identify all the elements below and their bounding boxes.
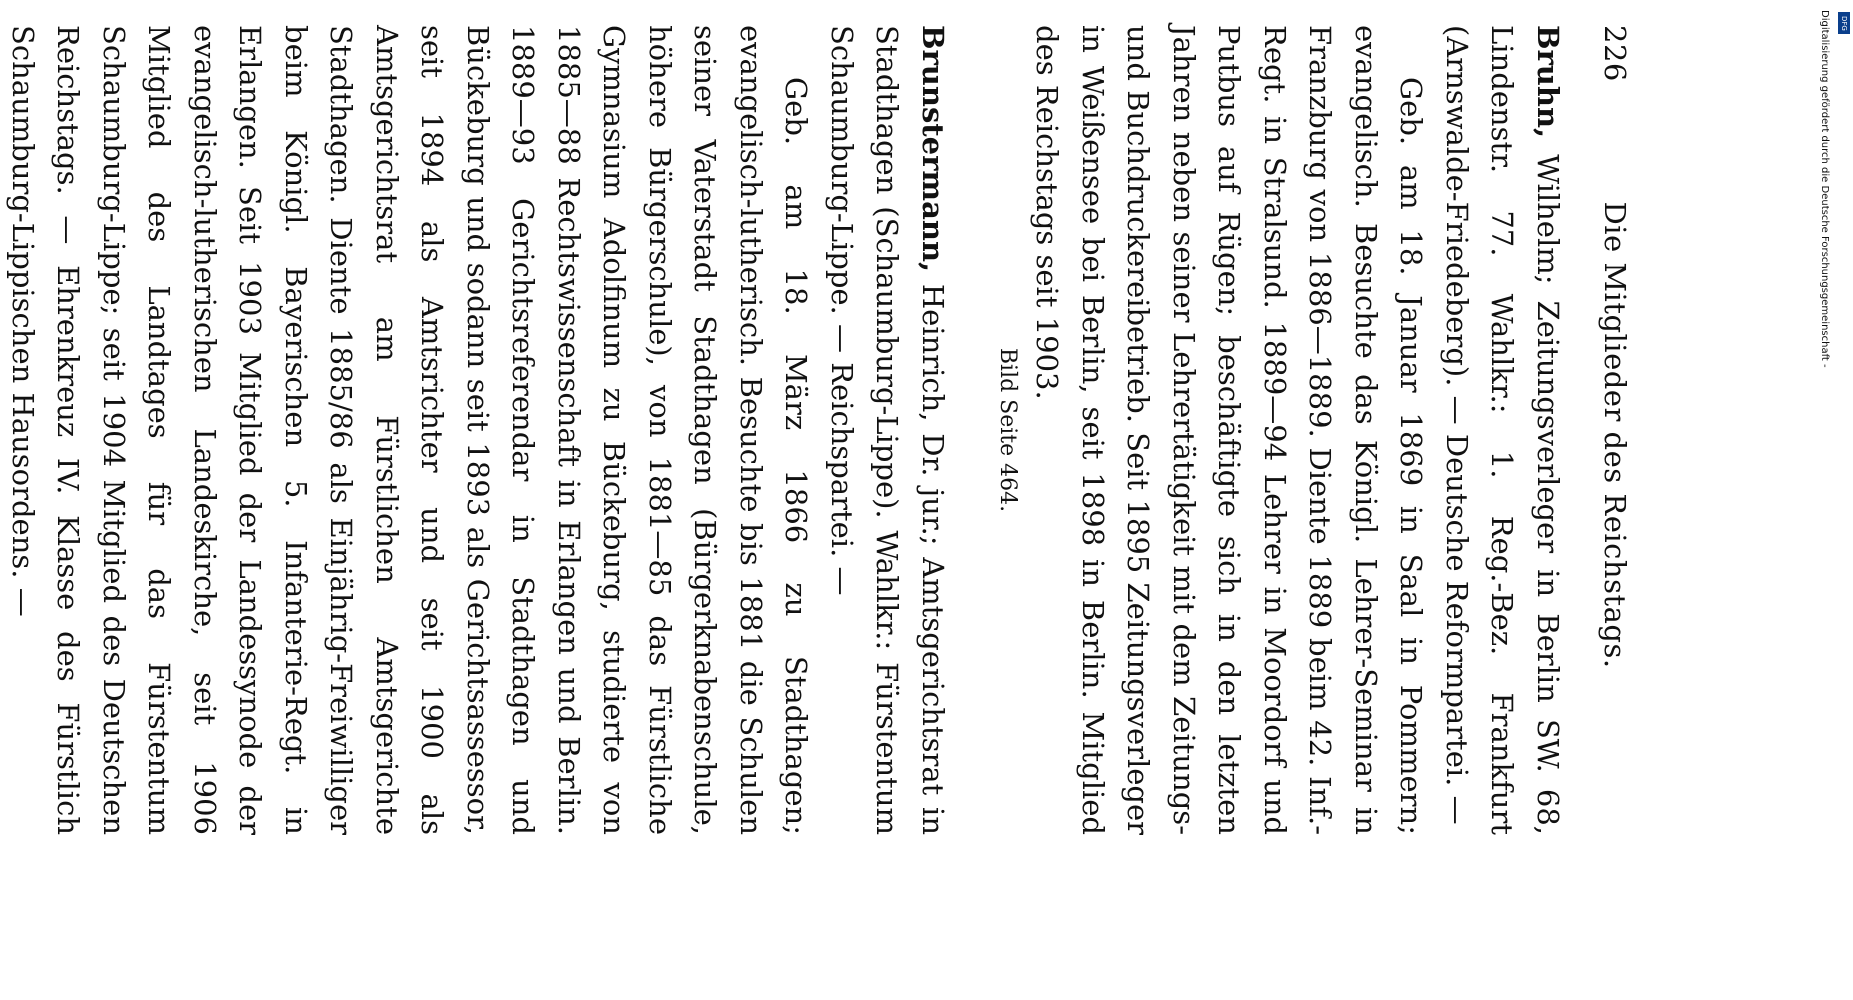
dfg-logo: DFG	[1838, 12, 1850, 34]
entry-brunstermann	[0, 25, 955, 845]
entry-name: Brunstermann,	[916, 25, 950, 273]
entry-bruhn	[995, 25, 1570, 845]
picture-reference: Bild Seite 464.	[995, 347, 1020, 513]
page-header	[1570, 25, 1640, 845]
entry-name: Bruhn,	[1531, 25, 1565, 139]
rotated-text-frame	[6, 25, 1640, 845]
entry-intro	[819, 25, 956, 835]
digitization-credit: Digitalisierung gefördert durch die Deutsche Forschungsgemeinschaft -	[1819, 10, 1830, 368]
running-head: Die Mitglieder des Reichstags.	[1598, 201, 1632, 669]
entry-biography: Geb. am 18. Januar 1869 in Saal in Pommern; evangelisch. Besuchte das Königl. Lehrer-Seminar in Franzburg von 1886—1889. Diente 1889 beim 42. Inf.-Regt. in Stralsund. 1889—94 Lehrer in Moordorf und Putbus auf Rügen; beschäftigte sich in den letzten Jahren neben seiner Lehrertätigkeit mit dem Zeitungs- und Buchdruckereibetrieb. Seit 1895 Zeitungsverleger in Weißensee bei Berlin, seit 1898 in Berlin. Mitglied des Reichstags seit 1903.	[1030, 25, 1429, 835]
page-number: 226	[1598, 25, 1632, 82]
entry-intro-text: Wilhelm; Zeitungsverleger in Berlin SW. 68, Lindenstr. 77. Wahlkr.: 1. Reg.-Bez. Frankfurt (Arnswalde-Friedeberg). — Deutsche Reformpartei. —	[1440, 25, 1565, 836]
entry-biography: Geb. am 18. März 1866 zu Stadthagen; evangelisch-lutherisch. Besuchte bis 1881 die Schulen seiner Vaterstadt Stadthagen (Bürgerknabenschule, höhere Bürgerschule), von 1881—85 das Fürstliche Gymnasium Adolfinum zu Bückeburg, studierte von 1885—88 Rechtswissenschaft in Erlangen und Berlin. 1889—93 Gerichtsreferendar in Stadthagen und Bückeburg und sodann seit 1893 als Gerichtsassessor, seit 1894 als Amtsrichter und seit 1900 als Amtsgerichtsrat am Fürstlichen Amtsgerichte Stadthagen. Diente 1885/86 als Einjährig-Freiwilliger beim Königl. Bayerischen 5. Infanterie-Regt. in Erlangen. Seit 1903 Mitglied der Landessynode der evangelisch-lutherischen Landeskirche, seit 1906 Mitglied des Landtages für das Fürstentum Schaumburg-Lippe; seit 1904 Mitglied des Deutschen Reichstags. — Ehrenkreuz IV. Klasse des Fürstlich Schaumburg-Lippischen Hausordens. —	[6, 25, 814, 835]
entry-intro-text: Heinrich, Dr. jur.; Amtsgerichtsrat in Stadthagen (Schaumburg-Lippe). Wahlkr.: Fürstentum Schaumburg-Lippe. — Reichspartei. —	[825, 25, 950, 836]
entry-intro	[1434, 25, 1571, 835]
